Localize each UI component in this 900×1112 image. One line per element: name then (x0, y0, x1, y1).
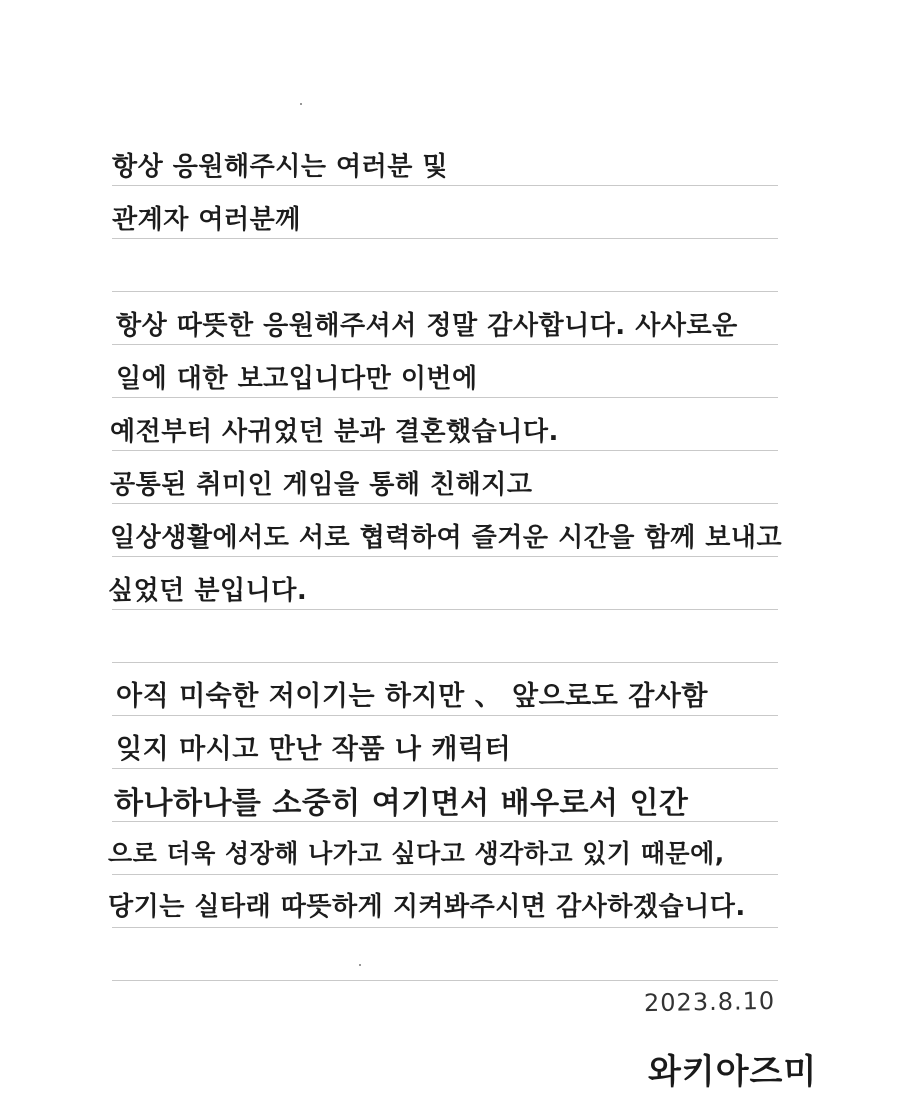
ruled-line (112, 715, 778, 716)
letter-line-body: 예전부터 사귀었던 분과 결혼했습니다. (110, 417, 559, 447)
scan-speck (359, 964, 361, 966)
ruled-line (112, 397, 778, 398)
scan-speck (300, 103, 302, 105)
ruled-line (112, 662, 778, 663)
letter-line-body: 항상 따뜻한 응원해주셔서 정말 감사합니다. 사사로운 (116, 311, 738, 341)
letter-line-body: 공통된 취미인 게임을 통해 친해지고 (110, 470, 533, 500)
ruled-line (112, 768, 778, 769)
ruled-line (112, 450, 778, 451)
ruled-line (112, 291, 778, 292)
ruled-line (112, 609, 778, 610)
letter-line-body: 아직 미숙한 저이기는 하지만 、 앞으로도 감사함 (116, 681, 708, 712)
letter-line-body: 일에 대한 보고입니다만 이번에 (116, 364, 478, 394)
letter-line-salutation-1: 항상 응원해주시는 여러분 및 (112, 152, 449, 182)
ruled-line (112, 927, 778, 928)
letter-date: 2023.8.10 (643, 986, 776, 1018)
ruled-line (112, 344, 778, 345)
ruled-line (112, 238, 778, 239)
letter-line-body: 일상생활에서도 서로 협력하여 즐거운 시간을 함께 보내고 (110, 523, 783, 553)
letter-signature: 와키아즈미 (648, 1052, 818, 1092)
letter-line-salutation-2: 관계자 여러분께 (112, 205, 301, 235)
letter-line-body: 잊지 마시고 만난 작품 나 캐릭터 (116, 734, 512, 765)
letter-line-body: 싶었던 분입니다. (108, 576, 308, 606)
ruled-line (112, 980, 778, 981)
letter-line-body: 당기는 실타래 따뜻하게 지켜봐주시면 감사하겠습니다. (108, 892, 746, 922)
letter-line-body: 하나하나를 소중히 여기면서 배우로서 인간 (114, 786, 689, 821)
ruled-line (112, 503, 778, 504)
ruled-line (112, 556, 778, 557)
ruled-line (112, 874, 778, 875)
letter-line-body: 으로 더욱 성장해 나가고 싶다고 생각하고 있기 때문에, (108, 839, 725, 868)
ruled-line (112, 185, 778, 186)
